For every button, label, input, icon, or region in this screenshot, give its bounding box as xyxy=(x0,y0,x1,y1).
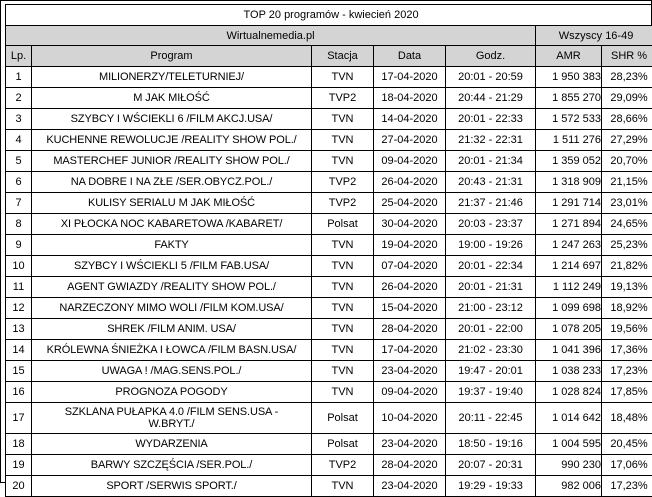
cell-stacja: TVP2 xyxy=(312,172,374,193)
cell-godz: 18:50 - 19:16 xyxy=(446,434,536,455)
cell-data: 25-04-2020 xyxy=(374,193,446,214)
table-body xyxy=(6,67,652,497)
cell-amr: 1 099 698 xyxy=(536,298,602,319)
table-row xyxy=(6,193,652,214)
cell-program: SHREK /FILM ANIM. USA/ xyxy=(32,319,312,340)
cell-program xyxy=(32,403,312,434)
title-row xyxy=(6,5,652,26)
cell-amr: 1 038 233 xyxy=(536,361,602,382)
cell-godz: 20:11 - 22:45 xyxy=(446,403,536,434)
cell-shr: 20,70% xyxy=(602,151,652,172)
cell-lp: 6 xyxy=(6,172,32,193)
table-row xyxy=(6,298,652,319)
cell-data: 14-04-2020 xyxy=(374,109,446,130)
cell-amr: 1 078 205 xyxy=(536,319,602,340)
cell-shr: 29,09% xyxy=(602,88,652,109)
ratings-table xyxy=(5,4,652,497)
cell-godz: 20:01 - 21:31 xyxy=(446,277,536,298)
cell-lp: 3 xyxy=(6,109,32,130)
cell-amr: 1 572 533 xyxy=(536,109,602,130)
cell-data: 26-04-2020 xyxy=(374,277,446,298)
cell-lp: 15 xyxy=(6,361,32,382)
cell-stacja: TVN xyxy=(312,256,374,277)
cell-program: AGENT GWIAZDY /REALITY SHOW POL./ xyxy=(32,277,312,298)
cell-godz: 20:01 - 22:34 xyxy=(446,256,536,277)
cell-godz: 20:07 - 20:31 xyxy=(446,455,536,476)
cell-stacja: Polsat xyxy=(312,403,374,434)
cell-data: 15-04-2020 xyxy=(374,298,446,319)
table-row xyxy=(6,235,652,256)
cell-lp: 13 xyxy=(6,319,32,340)
column-header-row xyxy=(6,46,652,67)
cell-amr: 1 950 383 xyxy=(536,67,602,88)
cell-lp: 17 xyxy=(6,403,32,434)
cell-lp: 18 xyxy=(6,434,32,455)
cell-program: XI PŁOCKA NOC KABARETOWA /KABARET/ xyxy=(32,214,312,235)
cell-shr: 17,23% xyxy=(602,476,652,497)
cell-data: 09-04-2020 xyxy=(374,382,446,403)
cell-data: 17-04-2020 xyxy=(374,67,446,88)
cell-stacja: TVP2 xyxy=(312,88,374,109)
header-data: Data xyxy=(374,46,446,67)
table-row xyxy=(6,476,652,497)
table-row xyxy=(6,214,652,235)
cell-data: 07-04-2020 xyxy=(374,256,446,277)
cell-stacja: TVN xyxy=(312,109,374,130)
cell-program: NA DOBRE I NA ZŁE /SER.OBYCZ.POL./ xyxy=(32,172,312,193)
table-row xyxy=(6,172,652,193)
cell-data: 23-04-2020 xyxy=(374,434,446,455)
cell-amr: 1 271 894 xyxy=(536,214,602,235)
cell-program: KRÓLEWNA ŚNIEŻKA I ŁOWCA /FILM BASN.USA/ xyxy=(32,340,312,361)
cell-program: UWAGA ! /MAG.SENS.POL./ xyxy=(32,361,312,382)
cell-amr: 1 028 824 xyxy=(536,382,602,403)
cell-data: 19-04-2020 xyxy=(374,235,446,256)
cell-amr: 1 511 276 xyxy=(536,130,602,151)
cell-amr: 990 230 xyxy=(536,455,602,476)
table-row xyxy=(6,382,652,403)
cell-shr: 20,45% xyxy=(602,434,652,455)
cell-data: 27-04-2020 xyxy=(374,130,446,151)
cell-stacja: TVN xyxy=(312,130,374,151)
cell-godz: 19:29 - 19:33 xyxy=(446,476,536,497)
cell-program: KULISY SERIALU M JAK MIŁOŚĆ xyxy=(32,193,312,214)
cell-program: SPORT /SERWIS SPORT./ xyxy=(32,476,312,497)
table-row xyxy=(6,455,652,476)
cell-shr: 21,15% xyxy=(602,172,652,193)
cell-data: 09-04-2020 xyxy=(374,151,446,172)
cell-program: PROGNOZA POGODY xyxy=(32,382,312,403)
cell-data: 28-04-2020 xyxy=(374,455,446,476)
table-row xyxy=(6,151,652,172)
header-godz: Godz. xyxy=(446,46,536,67)
cell-godz: 21:00 - 23:12 xyxy=(446,298,536,319)
cell-godz: 20:01 - 22:00 xyxy=(446,319,536,340)
cell-program: NARZECZONY MIMO WOLI /FILM KOM.USA/ xyxy=(32,298,312,319)
cell-stacja: TVN xyxy=(312,277,374,298)
cell-godz: 20:44 - 21:29 xyxy=(446,88,536,109)
header-amr: AMR xyxy=(536,46,602,67)
table-row xyxy=(6,434,652,455)
table-row xyxy=(6,109,652,130)
cell-stacja: TVN xyxy=(312,361,374,382)
cell-amr: 1 014 642 xyxy=(536,403,602,434)
cell-godz: 20:01 - 21:34 xyxy=(446,151,536,172)
table-row xyxy=(6,130,652,151)
cell-lp: 11 xyxy=(6,277,32,298)
cell-data: 23-04-2020 xyxy=(374,476,446,497)
cell-program: KUCHENNE REWOLUCJE /REALITY SHOW POL./ xyxy=(32,130,312,151)
cell-shr: 17,85% xyxy=(602,382,652,403)
table-row xyxy=(6,361,652,382)
header-shr: SHR % xyxy=(602,46,652,67)
cell-stacja: Polsat xyxy=(312,434,374,455)
cell-program: SZYBCY I WŚCIEKLI 6 /FILM AKCJ.USA/ xyxy=(32,109,312,130)
cell-amr: 1 291 714 xyxy=(536,193,602,214)
cell-program: FAKTY xyxy=(32,235,312,256)
cell-godz: 20:43 - 21:31 xyxy=(446,172,536,193)
cell-shr: 23,01% xyxy=(602,193,652,214)
table-row xyxy=(6,256,652,277)
cell-amr: 1 214 697 xyxy=(536,256,602,277)
cell-stacja: TVN xyxy=(312,476,374,497)
header-program: Program xyxy=(32,46,312,67)
cell-shr: 28,23% xyxy=(602,67,652,88)
cell-godz: 20:01 - 22:33 xyxy=(446,109,536,130)
cell-amr: 1 855 270 xyxy=(536,88,602,109)
table-row xyxy=(6,67,652,88)
cell-stacja: TVP2 xyxy=(312,193,374,214)
cell-stacja: TVN xyxy=(312,235,374,256)
table-row xyxy=(6,340,652,361)
cell-stacja: TVN xyxy=(312,298,374,319)
cell-lp: 16 xyxy=(6,382,32,403)
table-row xyxy=(6,403,652,434)
cell-godz: 21:37 - 21:46 xyxy=(446,193,536,214)
cell-amr: 1 318 909 xyxy=(536,172,602,193)
source-band-row xyxy=(6,26,652,46)
cell-lp: 10 xyxy=(6,256,32,277)
cell-data: 18-04-2020 xyxy=(374,88,446,109)
group-label: Wszyscy 16-49 xyxy=(536,26,652,46)
cell-lp: 7 xyxy=(6,193,32,214)
cell-lp: 12 xyxy=(6,298,32,319)
cell-stacja: TVN xyxy=(312,67,374,88)
cell-lp: 9 xyxy=(6,235,32,256)
table-row xyxy=(6,319,652,340)
source-label: Wirtualnemedia.pl xyxy=(6,26,536,46)
cell-godz: 21:02 - 23:30 xyxy=(446,340,536,361)
cell-data: 26-04-2020 xyxy=(374,172,446,193)
cell-godz: 20:03 - 23:37 xyxy=(446,214,536,235)
cell-shr: 18,48% xyxy=(602,403,652,434)
cell-amr: 1 359 052 xyxy=(536,151,602,172)
cell-godz: 19:47 - 20:01 xyxy=(446,361,536,382)
cell-program-line1: SZKLANA PUŁAPKA 4.0 /FILM SENS.USA - xyxy=(32,406,311,418)
cell-shr: 18,92% xyxy=(602,298,652,319)
cell-shr: 17,06% xyxy=(602,455,652,476)
cell-stacja: TVN xyxy=(312,319,374,340)
cell-program-line2: W.BRYT./ xyxy=(32,418,311,430)
cell-amr: 1 247 263 xyxy=(536,235,602,256)
cell-godz: 20:01 - 20:59 xyxy=(446,67,536,88)
cell-stacja: TVP2 xyxy=(312,455,374,476)
cell-shr: 19,56% xyxy=(602,319,652,340)
cell-lp: 14 xyxy=(6,340,32,361)
cell-stacja: TVN xyxy=(312,382,374,403)
page-title: TOP 20 programów - kwiecień 2020 xyxy=(6,5,652,26)
table-row xyxy=(6,277,652,298)
cell-amr: 1 004 595 xyxy=(536,434,602,455)
cell-shr: 21,82% xyxy=(602,256,652,277)
cell-data: 30-04-2020 xyxy=(374,214,446,235)
cell-program: MILIONERZY/TELETURNIEJ/ xyxy=(32,67,312,88)
cell-shr: 28,66% xyxy=(602,109,652,130)
cell-shr: 17,36% xyxy=(602,340,652,361)
table-head xyxy=(6,5,652,67)
cell-stacja: TVN xyxy=(312,151,374,172)
cell-lp: 20 xyxy=(6,476,32,497)
cell-lp: 4 xyxy=(6,130,32,151)
cell-lp: 5 xyxy=(6,151,32,172)
cell-data: 10-04-2020 xyxy=(374,403,446,434)
cell-lp: 8 xyxy=(6,214,32,235)
cell-amr: 1 112 249 xyxy=(536,277,602,298)
cell-lp: 2 xyxy=(6,88,32,109)
table-row xyxy=(6,88,652,109)
cell-stacja: Polsat xyxy=(312,214,374,235)
cell-godz: 19:37 - 19:40 xyxy=(446,382,536,403)
cell-lp: 19 xyxy=(6,455,32,476)
cell-data: 23-04-2020 xyxy=(374,361,446,382)
cell-godz: 21:32 - 22:31 xyxy=(446,130,536,151)
cell-data: 17-04-2020 xyxy=(374,340,446,361)
cell-program: WYDARZENIA xyxy=(32,434,312,455)
cell-stacja: TVN xyxy=(312,340,374,361)
cell-program: MASTERCHEF JUNIOR /REALITY SHOW POL./ xyxy=(32,151,312,172)
header-stacja: Stacja xyxy=(312,46,374,67)
cell-shr: 25,23% xyxy=(602,235,652,256)
cell-data: 28-04-2020 xyxy=(374,319,446,340)
cell-shr: 17,23% xyxy=(602,361,652,382)
cell-program: SZYBCY I WŚCIEKLI 5 /FILM FAB.USA/ xyxy=(32,256,312,277)
cell-amr: 1 041 396 xyxy=(536,340,602,361)
cell-shr: 24,65% xyxy=(602,214,652,235)
cell-shr: 27,29% xyxy=(602,130,652,151)
header-lp: Lp. xyxy=(6,46,32,67)
cell-shr: 19,13% xyxy=(602,277,652,298)
cell-godz: 19:00 - 19:26 xyxy=(446,235,536,256)
cell-program: M JAK MIŁOŚĆ xyxy=(32,88,312,109)
cell-lp: 1 xyxy=(6,67,32,88)
cell-program: BARWY SZCZĘŚCIA /SER.POL./ xyxy=(32,455,312,476)
cell-amr: 982 006 xyxy=(536,476,602,497)
